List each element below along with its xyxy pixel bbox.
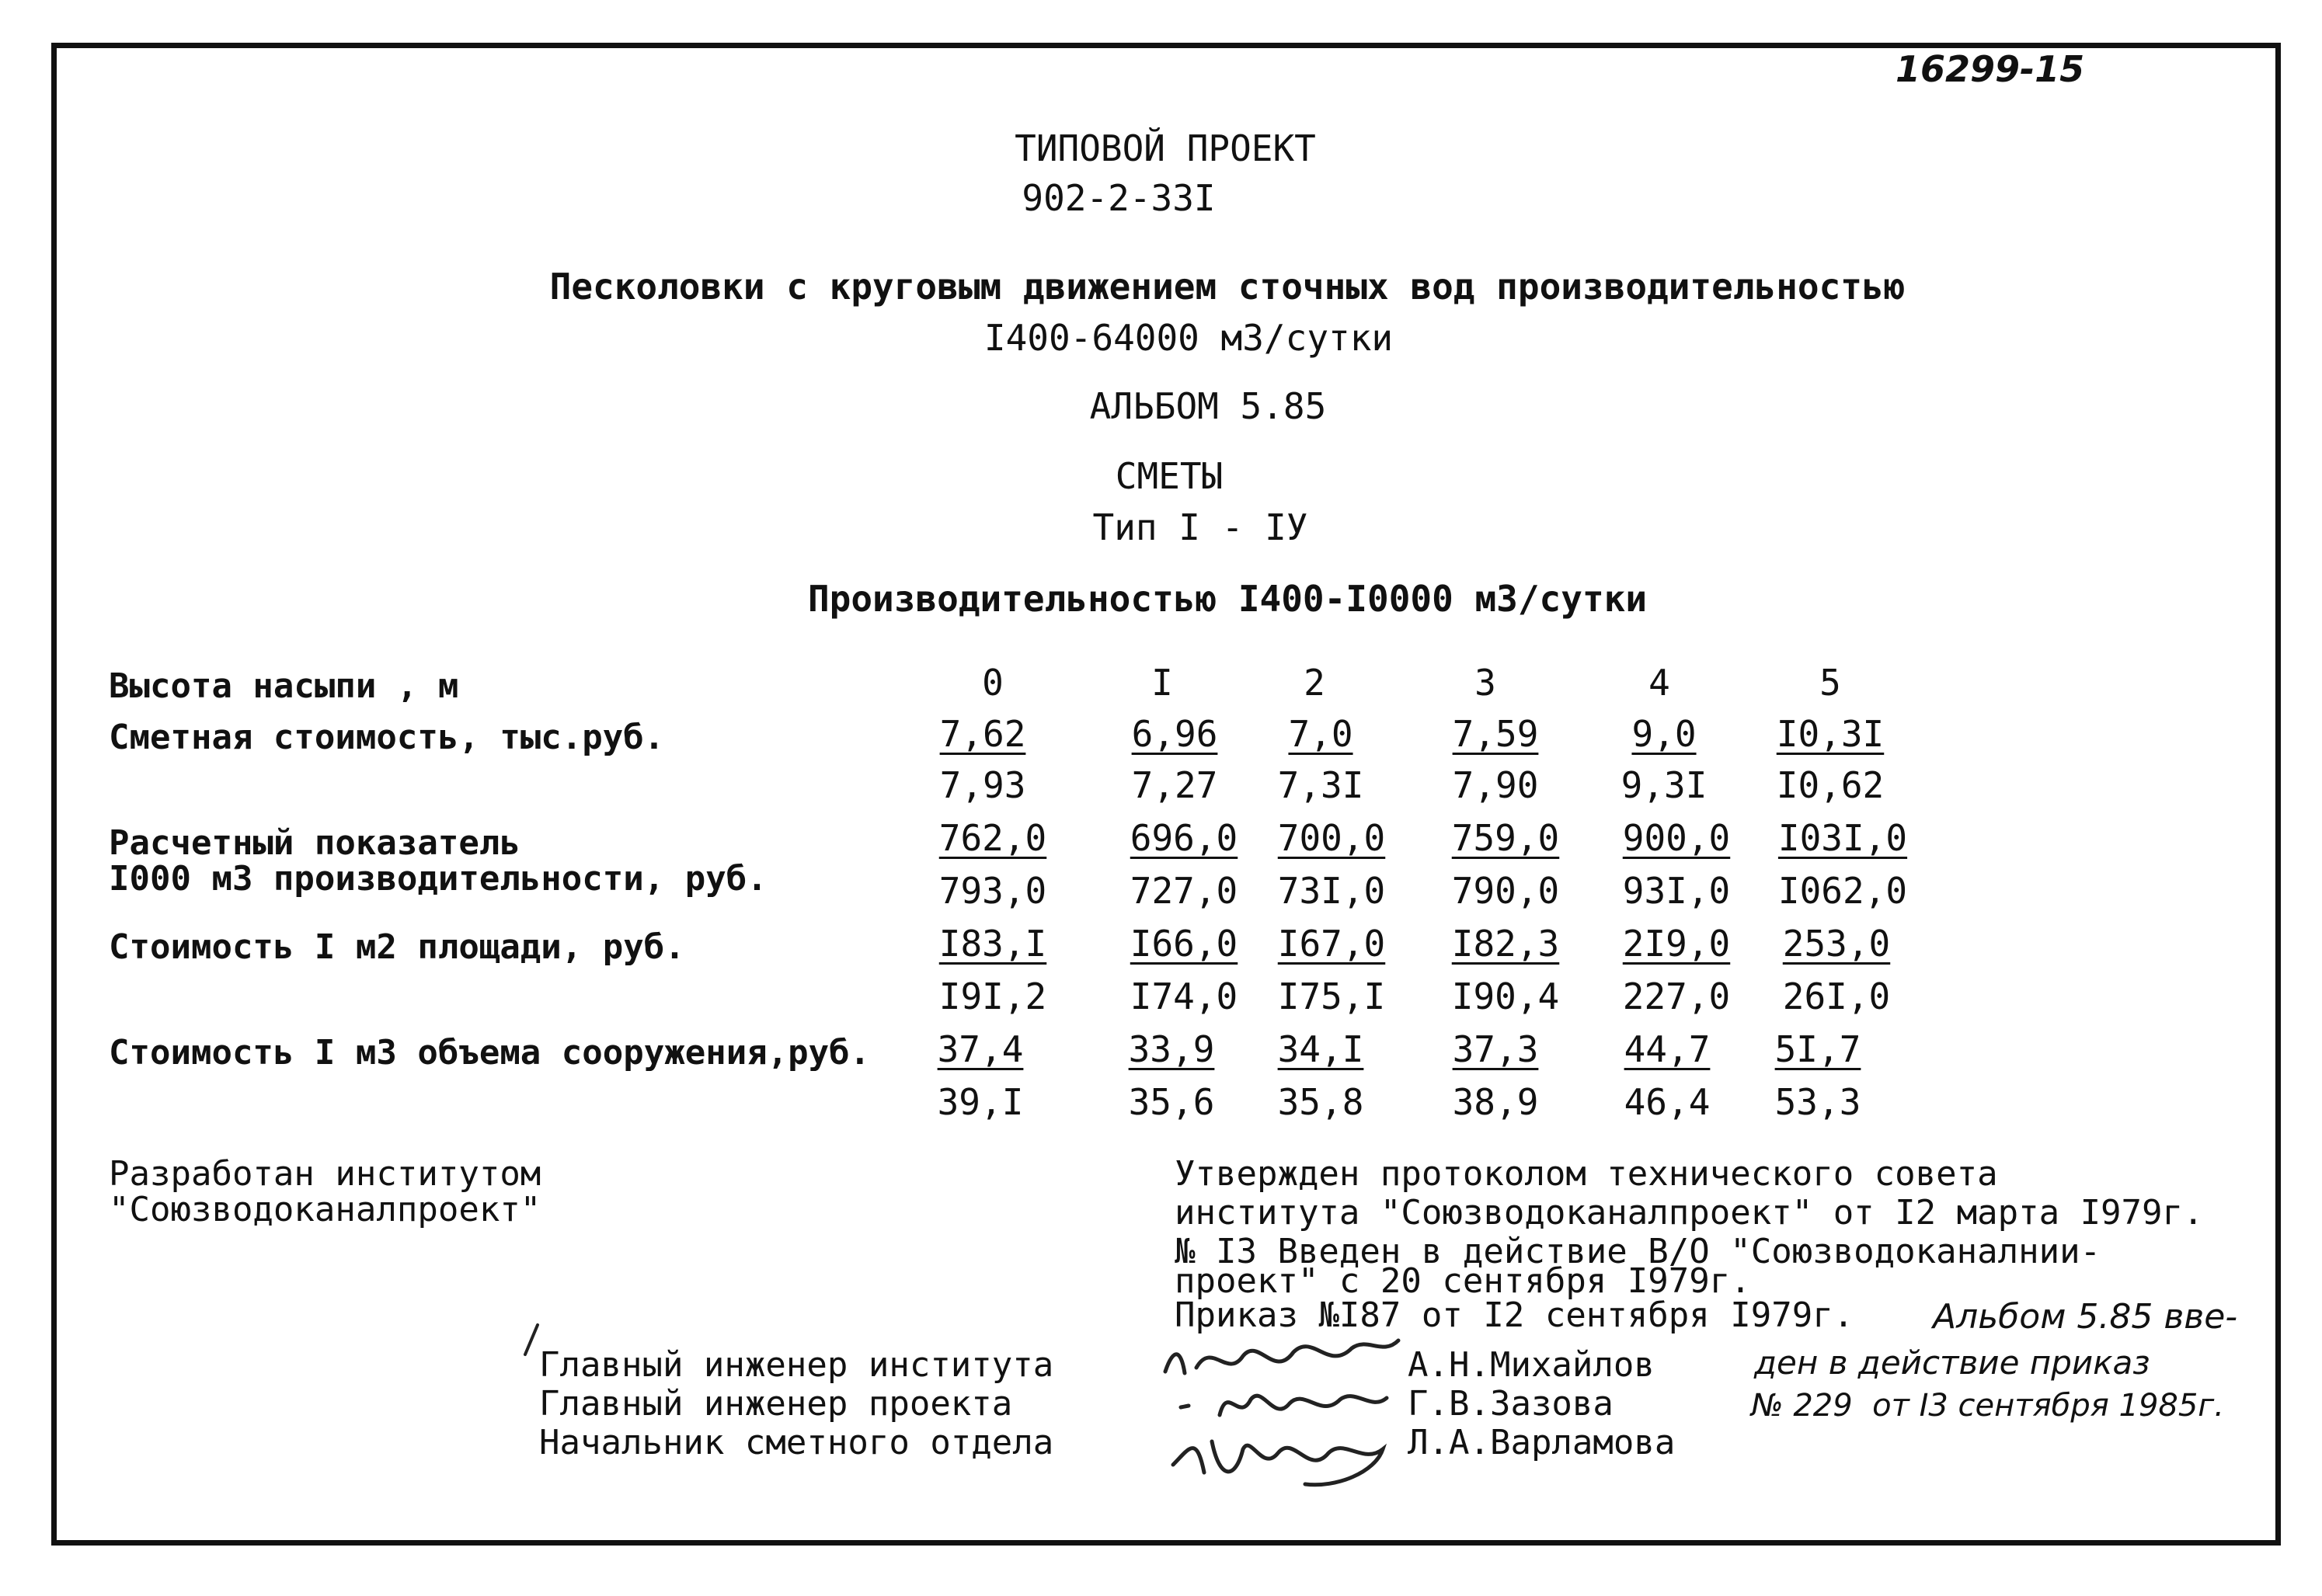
handwritten-note-line3: № 229 от I3 сентября 1985г. bbox=[1751, 1388, 2225, 1424]
height-value: 4 bbox=[1648, 662, 1670, 704]
row-label-continued: I000 м3 производительности, руб. bbox=[109, 859, 768, 899]
approval-line3: № I3 Введен в действие В/О "Союзводоканалнии- bbox=[1175, 1232, 2101, 1271]
handwritten-note-line2: ден в действие приказ bbox=[1754, 1344, 2150, 1382]
value-bottom: 53,3 bbox=[1774, 1081, 1861, 1123]
value-bottom: 26I,0 bbox=[1782, 975, 1891, 1017]
value-bottom: 7,27 bbox=[1131, 764, 1218, 806]
header-album: АЛЬБОМ 5.85 bbox=[1089, 385, 1327, 427]
value-bottom: 790,0 bbox=[1451, 870, 1560, 912]
document-number: 16299-15 bbox=[1896, 48, 2085, 90]
value-top: 34,I bbox=[1277, 1028, 1364, 1070]
value-bottom: I9I,2 bbox=[938, 975, 1047, 1017]
value-bottom: 35,8 bbox=[1277, 1081, 1364, 1123]
approval-line5: Приказ №I87 от I2 сентября I979г. bbox=[1175, 1295, 1854, 1335]
value-bottom: 73I,0 bbox=[1277, 870, 1386, 912]
value-bottom: I0,62 bbox=[1776, 764, 1885, 806]
value-top: 700,0 bbox=[1277, 817, 1386, 859]
value-top: 253,0 bbox=[1782, 923, 1891, 965]
value-top: 900,0 bbox=[1622, 817, 1731, 859]
value-top: 5I,7 bbox=[1774, 1028, 1861, 1070]
value-top: I66,0 bbox=[1130, 923, 1238, 965]
value-bottom: 38,9 bbox=[1452, 1081, 1539, 1123]
header-title: Песколовки с круговым движением сточных вод производительностью bbox=[549, 266, 1906, 308]
height-value: 3 bbox=[1474, 662, 1496, 704]
header-type: Тип I - IУ bbox=[1092, 506, 1308, 548]
heights-label: Высота насыпи , м bbox=[109, 666, 459, 706]
value-bottom: 7,93 bbox=[939, 764, 1026, 806]
value-top: 7,59 bbox=[1452, 713, 1539, 755]
signatory-role: Главный инженер института bbox=[539, 1345, 1054, 1385]
value-top: 696,0 bbox=[1130, 817, 1238, 859]
value-bottom: I75,I bbox=[1277, 975, 1386, 1017]
row-label: Стоимость I м3 объема сооружения,руб. bbox=[109, 1033, 871, 1073]
header-capacity: I400-64000 м3/сутки bbox=[983, 317, 1394, 359]
value-top: 37,3 bbox=[1452, 1028, 1539, 1070]
value-top: I03I,0 bbox=[1777, 817, 1908, 859]
value-bottom: 35,6 bbox=[1128, 1081, 1215, 1123]
row-label: Стоимость I м2 площади, руб. bbox=[109, 927, 685, 967]
value-bottom: 39,I bbox=[937, 1081, 1024, 1123]
value-bottom: 727,0 bbox=[1130, 870, 1238, 912]
value-bottom: I062,0 bbox=[1777, 870, 1908, 912]
header-section: СМЕТЫ bbox=[1115, 455, 1224, 497]
header-line1: ТИПОВОЙ ПРОЕКТ bbox=[1015, 127, 1316, 169]
signatory-role: Главный инженер проекта bbox=[539, 1384, 1013, 1424]
value-bottom: 227,0 bbox=[1622, 975, 1731, 1017]
value-top: I0,3I bbox=[1776, 713, 1885, 755]
value-top: 759,0 bbox=[1451, 817, 1560, 859]
row-label: Сметная стоимость, тыс.руб. bbox=[109, 718, 665, 757]
value-bottom: 46,4 bbox=[1624, 1081, 1711, 1123]
value-bottom: 7,90 bbox=[1452, 764, 1539, 806]
header-project-code: 902-2-33I bbox=[1022, 177, 1216, 219]
value-bottom: 93I,0 bbox=[1622, 870, 1731, 912]
approval-line1: Утвержден протоколом технического совета bbox=[1175, 1154, 1998, 1194]
value-top: 2I9,0 bbox=[1622, 923, 1731, 965]
height-value: 2 bbox=[1304, 662, 1325, 704]
height-value: 0 bbox=[982, 662, 1004, 704]
handwritten-signature-3 bbox=[1165, 1418, 1398, 1496]
margin-mark bbox=[519, 1320, 542, 1359]
value-top: 9,0 bbox=[1631, 713, 1697, 755]
value-top: 37,4 bbox=[937, 1028, 1024, 1070]
developer-line1: Разработан институтом bbox=[109, 1154, 541, 1194]
value-top: 7,62 bbox=[939, 713, 1026, 755]
value-top: I67,0 bbox=[1277, 923, 1386, 965]
approval-line4: проект" с 20 сентября I979г. bbox=[1175, 1261, 1751, 1301]
value-top: 762,0 bbox=[938, 817, 1047, 859]
signatory-role: Начальник сметного отдела bbox=[539, 1423, 1054, 1462]
height-value: I bbox=[1151, 662, 1173, 704]
value-bottom: I74,0 bbox=[1130, 975, 1238, 1017]
signatory-name: Л.А.Варламова bbox=[1408, 1423, 1676, 1462]
value-bottom: I90,4 bbox=[1451, 975, 1560, 1017]
signatory-name: А.Н.Михайлов bbox=[1408, 1345, 1655, 1385]
height-value: 5 bbox=[1819, 662, 1841, 704]
value-top: 44,7 bbox=[1624, 1028, 1711, 1070]
approval-line2: института "Союзводоканалпроект" от I2 марта I979г. bbox=[1175, 1193, 2204, 1233]
header-sub-capacity: Производительностью I400-I0000 м3/сутки bbox=[807, 578, 1648, 620]
value-top: 33,9 bbox=[1128, 1028, 1215, 1070]
developer-line2: "Союзводоканалпроект" bbox=[109, 1190, 541, 1229]
value-top: 6,96 bbox=[1131, 713, 1218, 755]
value-bottom: 7,3I bbox=[1277, 764, 1364, 806]
handwritten-note-line1: Альбом 5.85 вве- bbox=[1933, 1297, 2238, 1337]
row-label: Расчетный показатель bbox=[109, 823, 520, 863]
value-top: I82,3 bbox=[1451, 923, 1560, 965]
signatory-name: Г.В.Зазова bbox=[1408, 1384, 1614, 1424]
value-top: 7,0 bbox=[1288, 713, 1353, 755]
value-bottom: 793,0 bbox=[938, 870, 1047, 912]
value-top: I83,I bbox=[938, 923, 1047, 965]
value-bottom: 9,3I bbox=[1621, 764, 1708, 806]
